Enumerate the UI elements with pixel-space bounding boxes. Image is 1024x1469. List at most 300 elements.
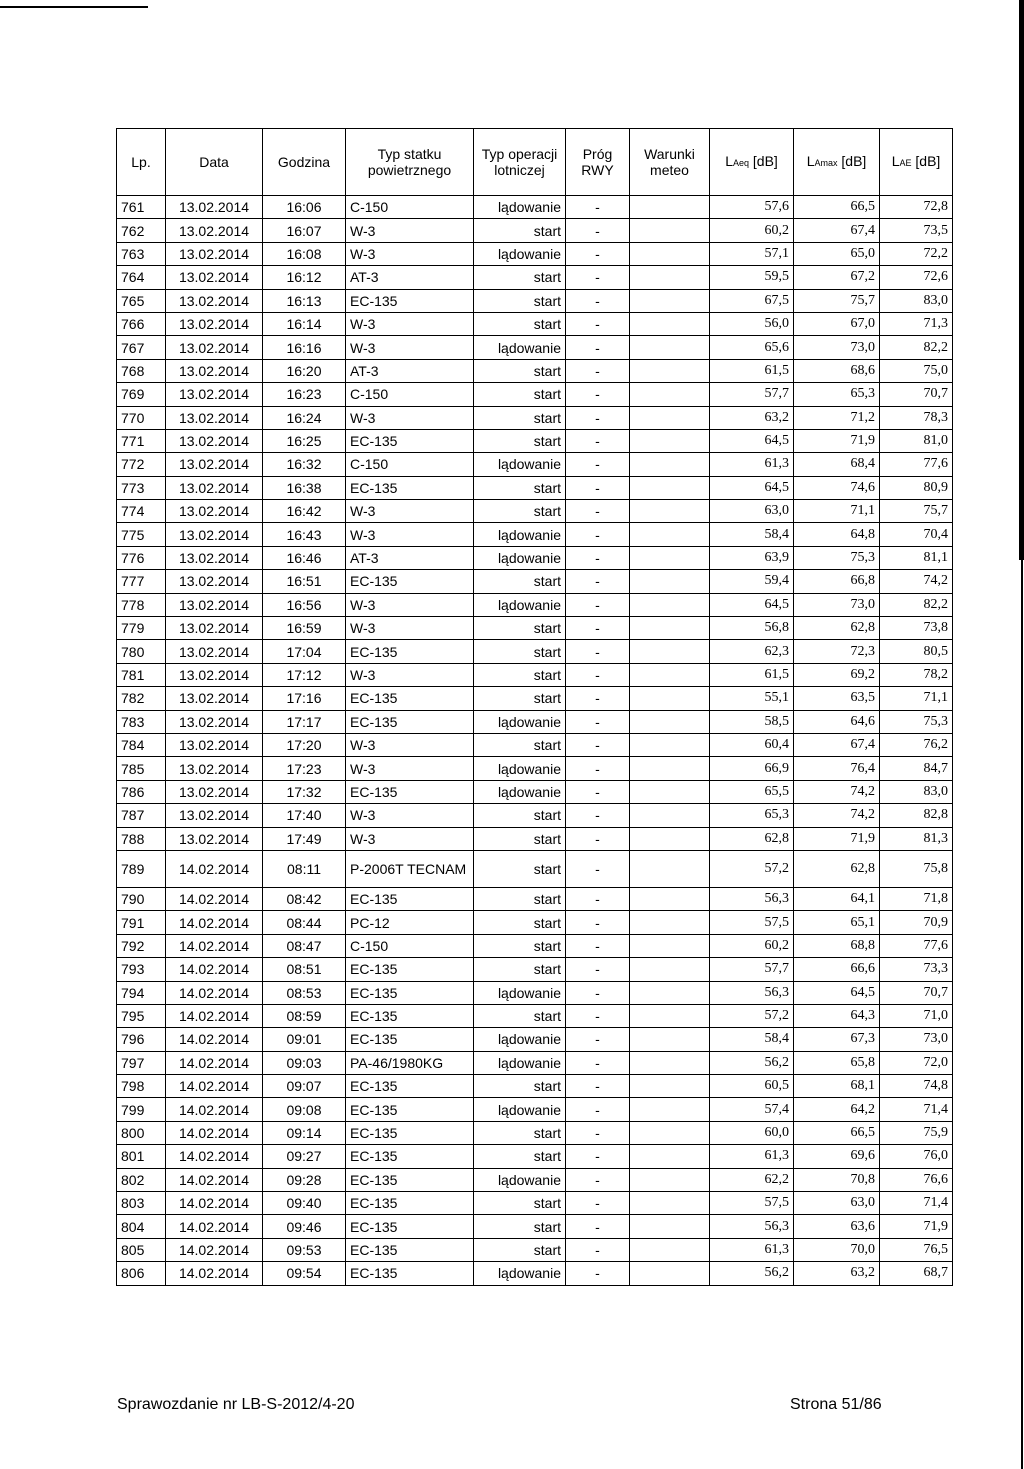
table-row [117,1098,953,1121]
cell-operation: lądowanie [474,242,566,265]
cell-operation: start [474,289,566,312]
cell-laeq: 59,4 [710,570,794,593]
cell-operation: lądowanie [474,1051,566,1074]
cell-time: 16:25 [263,429,346,452]
cell-runway: - [566,1238,630,1261]
cell-lae: 70,4 [880,523,953,546]
cell-meteo [630,827,710,850]
cell-meteo [630,663,710,686]
cell-meteo [630,1051,710,1074]
cell-operation: start [474,850,566,887]
table-row [117,266,953,289]
cell-time: 16:24 [263,406,346,429]
table-row [117,1215,953,1238]
cell-aircraft: W-3 [346,242,474,265]
cell-meteo [630,359,710,382]
cell-runway: - [566,958,630,981]
cell-lae: 81,1 [880,546,953,569]
cell-lamax: 74,6 [794,476,880,499]
cell-aircraft: EC-135 [346,1145,474,1168]
cell-meteo [630,1215,710,1238]
cell-runway: - [566,757,630,780]
cell-runway: - [566,523,630,546]
cell-laeq: 61,3 [710,1238,794,1261]
cell-operation: start [474,1145,566,1168]
table-row [117,850,953,887]
cell-lp: 787 [117,804,166,827]
cell-runway: - [566,406,630,429]
cell-operation: lądowanie [474,523,566,546]
cell-date: 13.02.2014 [166,687,263,710]
cell-runway: - [566,1262,630,1285]
cell-time: 16:20 [263,359,346,382]
cell-lamax: 72,3 [794,640,880,663]
cell-meteo [630,934,710,957]
cell-lae: 72,6 [880,266,953,289]
cell-operation: start [474,500,566,523]
cell-lp: 771 [117,429,166,452]
table-row [117,196,953,219]
header-lae: LAE [dB] [880,129,953,196]
table-row [117,453,953,476]
cell-lamax: 69,6 [794,1145,880,1168]
cell-meteo [630,757,710,780]
cell-lp: 769 [117,383,166,406]
cell-aircraft: EC-135 [346,289,474,312]
cell-runway: - [566,1098,630,1121]
cell-aircraft: EC-135 [346,1215,474,1238]
cell-time: 09:03 [263,1051,346,1074]
cell-laeq: 63,2 [710,406,794,429]
cell-runway: - [566,476,630,499]
cell-aircraft: W-3 [346,593,474,616]
cell-laeq: 57,5 [710,911,794,934]
cell-operation: start [474,687,566,710]
cell-time: 08:47 [263,934,346,957]
cell-lamax: 73,0 [794,593,880,616]
cell-aircraft: EC-135 [346,887,474,910]
cell-aircraft: AT-3 [346,266,474,289]
table-row [117,710,953,733]
header-laeq: LAeq [dB] [710,129,794,196]
cell-operation: lądowanie [474,546,566,569]
cell-runway: - [566,336,630,359]
cell-laeq: 57,2 [710,850,794,887]
cell-date: 13.02.2014 [166,336,263,359]
cell-lae: 82,8 [880,804,953,827]
cell-date: 14.02.2014 [166,1262,263,1285]
cell-lp: 762 [117,219,166,242]
cell-operation: lądowanie [474,1098,566,1121]
table-row [117,312,953,335]
cell-runway: - [566,453,630,476]
cell-laeq: 56,8 [710,617,794,640]
cell-time: 09:14 [263,1121,346,1144]
table-row [117,780,953,803]
cell-runway: - [566,1168,630,1191]
cell-lamax: 69,2 [794,663,880,686]
cell-lamax: 63,2 [794,1262,880,1285]
cell-lp: 764 [117,266,166,289]
table-row [117,640,953,663]
cell-lae: 75,7 [880,500,953,523]
cell-lae: 71,8 [880,887,953,910]
table-row [117,1262,953,1285]
cell-operation: lądowanie [474,780,566,803]
cell-aircraft: EC-135 [346,1028,474,1051]
cell-date: 13.02.2014 [166,312,263,335]
cell-aircraft: EC-135 [346,1168,474,1191]
cell-lp: 773 [117,476,166,499]
cell-aircraft: C-150 [346,934,474,957]
cell-meteo [630,593,710,616]
cell-lae: 72,8 [880,196,953,219]
header-warunki-meteo: Warunki meteo [630,129,710,196]
cell-aircraft: C-150 [346,196,474,219]
header-lp: Lp. [117,129,166,196]
cell-meteo [630,453,710,476]
cell-date: 14.02.2014 [166,958,263,981]
cell-laeq: 65,3 [710,804,794,827]
cell-lae: 71,1 [880,687,953,710]
cell-meteo [630,242,710,265]
cell-laeq: 62,3 [710,640,794,663]
cell-lp: 801 [117,1145,166,1168]
cell-time: 17:17 [263,710,346,733]
cell-aircraft: EC-135 [346,1004,474,1027]
cell-aircraft: EC-135 [346,1075,474,1098]
cell-laeq: 60,2 [710,219,794,242]
cell-operation: start [474,887,566,910]
cell-laeq: 64,5 [710,593,794,616]
cell-laeq: 57,5 [710,1192,794,1215]
cell-aircraft: C-150 [346,383,474,406]
cell-meteo [630,289,710,312]
cell-operation: start [474,1238,566,1261]
header-data: Data [166,129,263,196]
cell-date: 14.02.2014 [166,1168,263,1191]
cell-meteo [630,429,710,452]
cell-date: 13.02.2014 [166,804,263,827]
cell-runway: - [566,1004,630,1027]
cell-lae: 84,7 [880,757,953,780]
cell-date: 14.02.2014 [166,1215,263,1238]
cell-lae: 82,2 [880,593,953,616]
cell-runway: - [566,312,630,335]
cell-meteo [630,804,710,827]
cell-aircraft: EC-135 [346,1238,474,1261]
cell-date: 13.02.2014 [166,640,263,663]
cell-lamax: 64,2 [794,1098,880,1121]
table-row [117,383,953,406]
cell-lamax: 74,2 [794,780,880,803]
cell-lp: 784 [117,733,166,756]
cell-lp: 770 [117,406,166,429]
cell-laeq: 65,6 [710,336,794,359]
cell-lae: 71,3 [880,312,953,335]
cell-laeq: 56,0 [710,312,794,335]
cell-aircraft: PC-12 [346,911,474,934]
cell-runway: - [566,911,630,934]
cell-lamax: 63,5 [794,687,880,710]
cell-date: 13.02.2014 [166,617,263,640]
table-row [117,958,953,981]
cell-lp: 766 [117,312,166,335]
table-row [117,593,953,616]
table-row [117,827,953,850]
cell-lae: 73,3 [880,958,953,981]
cell-laeq: 57,1 [710,242,794,265]
cell-aircraft: W-3 [346,336,474,359]
cell-lamax: 62,8 [794,850,880,887]
cell-lamax: 76,4 [794,757,880,780]
cell-lae: 71,4 [880,1098,953,1121]
cell-meteo [630,196,710,219]
cell-time: 09:53 [263,1238,346,1261]
cell-laeq: 61,3 [710,453,794,476]
header-lamax: LAmax [dB] [794,129,880,196]
cell-operation: lądowanie [474,593,566,616]
cell-laeq: 57,7 [710,958,794,981]
cell-lamax: 63,0 [794,1192,880,1215]
cell-operation: start [474,827,566,850]
cell-lp: 786 [117,780,166,803]
cell-runway: - [566,640,630,663]
cell-lae: 77,6 [880,934,953,957]
cell-time: 16:12 [263,266,346,289]
cell-lp: 792 [117,934,166,957]
cell-operation: lądowanie [474,757,566,780]
cell-lp: 798 [117,1075,166,1098]
cell-lamax: 66,5 [794,196,880,219]
cell-lae: 68,7 [880,1262,953,1285]
cell-operation: start [474,1075,566,1098]
cell-laeq: 64,5 [710,476,794,499]
cell-laeq: 62,8 [710,827,794,850]
cell-laeq: 56,3 [710,887,794,910]
cell-time: 08:59 [263,1004,346,1027]
table-row [117,934,953,957]
cell-date: 14.02.2014 [166,1145,263,1168]
cell-aircraft: W-3 [346,804,474,827]
cell-lamax: 73,0 [794,336,880,359]
cell-laeq: 56,3 [710,1215,794,1238]
table-row [117,1004,953,1027]
cell-laeq: 65,5 [710,780,794,803]
cell-aircraft: W-3 [346,406,474,429]
cell-laeq: 60,0 [710,1121,794,1144]
cell-meteo [630,780,710,803]
cell-lp: 780 [117,640,166,663]
cell-lae: 73,0 [880,1028,953,1051]
cell-meteo [630,733,710,756]
cell-time: 16:59 [263,617,346,640]
cell-date: 13.02.2014 [166,523,263,546]
cell-operation: start [474,266,566,289]
cell-lamax: 64,1 [794,887,880,910]
page-number: Strona 51/86 [790,1396,882,1413]
cell-lp: 804 [117,1215,166,1238]
cell-time: 16:14 [263,312,346,335]
cell-lamax: 65,1 [794,911,880,934]
header-typ-statku: Typ statku powietrznego [346,129,474,196]
cell-lp: 779 [117,617,166,640]
table-row [117,804,953,827]
cell-lae: 70,7 [880,981,953,1004]
cell-operation: start [474,312,566,335]
cell-lamax: 70,8 [794,1168,880,1191]
cell-laeq: 59,5 [710,266,794,289]
cell-time: 17:49 [263,827,346,850]
cell-lp: 774 [117,500,166,523]
report-number: Sprawozdanie nr LB-S-2012/4-20 [117,1396,355,1413]
cell-operation: start [474,1215,566,1238]
cell-operation: start [474,804,566,827]
cell-laeq: 63,0 [710,500,794,523]
table-row [117,1145,953,1168]
cell-lamax: 68,1 [794,1075,880,1098]
cell-meteo [630,570,710,593]
cell-time: 16:56 [263,593,346,616]
cell-meteo [630,500,710,523]
cell-runway: - [566,289,630,312]
cell-runway: - [566,887,630,910]
cell-laeq: 57,4 [710,1098,794,1121]
cell-runway: - [566,593,630,616]
cell-lp: 789 [117,850,166,887]
cell-date: 13.02.2014 [166,289,263,312]
cell-lamax: 64,5 [794,981,880,1004]
cell-runway: - [566,570,630,593]
table-row [117,1168,953,1191]
cell-lae: 73,5 [880,219,953,242]
cell-runway: - [566,981,630,1004]
cell-operation: start [474,476,566,499]
cell-lae: 75,8 [880,850,953,887]
cell-lp: 776 [117,546,166,569]
cell-lae: 74,8 [880,1075,953,1098]
cell-date: 13.02.2014 [166,710,263,733]
cell-meteo [630,1192,710,1215]
cell-operation: start [474,958,566,981]
cell-lp: 772 [117,453,166,476]
top-rule [0,6,148,8]
cell-lamax: 71,9 [794,827,880,850]
cell-meteo [630,266,710,289]
cell-time: 16:13 [263,289,346,312]
cell-meteo [630,1098,710,1121]
cell-operation: start [474,733,566,756]
cell-lp: 781 [117,663,166,686]
cell-laeq: 67,5 [710,289,794,312]
cell-meteo [630,312,710,335]
cell-lae: 76,2 [880,733,953,756]
cell-meteo [630,1121,710,1144]
cell-operation: lądowanie [474,196,566,219]
cell-lp: 794 [117,981,166,1004]
cell-operation: start [474,406,566,429]
table-row [117,242,953,265]
cell-time: 16:23 [263,383,346,406]
cell-aircraft: W-3 [346,523,474,546]
table-row [117,476,953,499]
cell-runway: - [566,546,630,569]
cell-meteo [630,981,710,1004]
cell-runway: - [566,1051,630,1074]
cell-operation: start [474,663,566,686]
cell-runway: - [566,1075,630,1098]
cell-lp: 768 [117,359,166,382]
cell-runway: - [566,266,630,289]
cell-operation: start [474,383,566,406]
cell-lae: 72,0 [880,1051,953,1074]
cell-time: 17:20 [263,733,346,756]
cell-laeq: 56,2 [710,1051,794,1074]
cell-laeq: 63,9 [710,546,794,569]
cell-meteo [630,476,710,499]
cell-runway: - [566,827,630,850]
cell-operation: start [474,1004,566,1027]
cell-lamax: 64,8 [794,523,880,546]
cell-laeq: 60,2 [710,934,794,957]
cell-aircraft: EC-135 [346,1121,474,1144]
cell-runway: - [566,383,630,406]
cell-lae: 71,9 [880,1215,953,1238]
cell-lae: 75,0 [880,359,953,382]
cell-operation: start [474,911,566,934]
cell-date: 14.02.2014 [166,1051,263,1074]
cell-operation: lądowanie [474,453,566,476]
cell-time: 16:32 [263,453,346,476]
cell-lae: 75,9 [880,1121,953,1144]
cell-time: 17:04 [263,640,346,663]
cell-date: 13.02.2014 [166,780,263,803]
cell-lae: 72,2 [880,242,953,265]
cell-lae: 75,3 [880,710,953,733]
cell-date: 13.02.2014 [166,429,263,452]
cell-time: 09:07 [263,1075,346,1098]
cell-lae: 76,6 [880,1168,953,1191]
cell-meteo [630,1168,710,1191]
cell-lp: 795 [117,1004,166,1027]
cell-lae: 78,2 [880,663,953,686]
cell-date: 13.02.2014 [166,733,263,756]
cell-time: 08:44 [263,911,346,934]
cell-aircraft: W-3 [346,733,474,756]
cell-time: 08:11 [263,850,346,887]
cell-time: 16:42 [263,500,346,523]
cell-date: 13.02.2014 [166,359,263,382]
cell-date: 14.02.2014 [166,1075,263,1098]
header-godzina: Godzina [263,129,346,196]
cell-lae: 76,5 [880,1238,953,1261]
table-row [117,617,953,640]
cell-lamax: 68,6 [794,359,880,382]
cell-date: 13.02.2014 [166,242,263,265]
cell-lp: 790 [117,887,166,910]
cell-aircraft: W-3 [346,500,474,523]
cell-operation: lądowanie [474,710,566,733]
cell-meteo [630,336,710,359]
cell-lp: 778 [117,593,166,616]
cell-lamax: 65,3 [794,383,880,406]
cell-lp: 796 [117,1028,166,1051]
cell-lp: 799 [117,1098,166,1121]
cell-lamax: 64,6 [794,710,880,733]
cell-time: 17:12 [263,663,346,686]
cell-time: 16:51 [263,570,346,593]
table-row [117,289,953,312]
